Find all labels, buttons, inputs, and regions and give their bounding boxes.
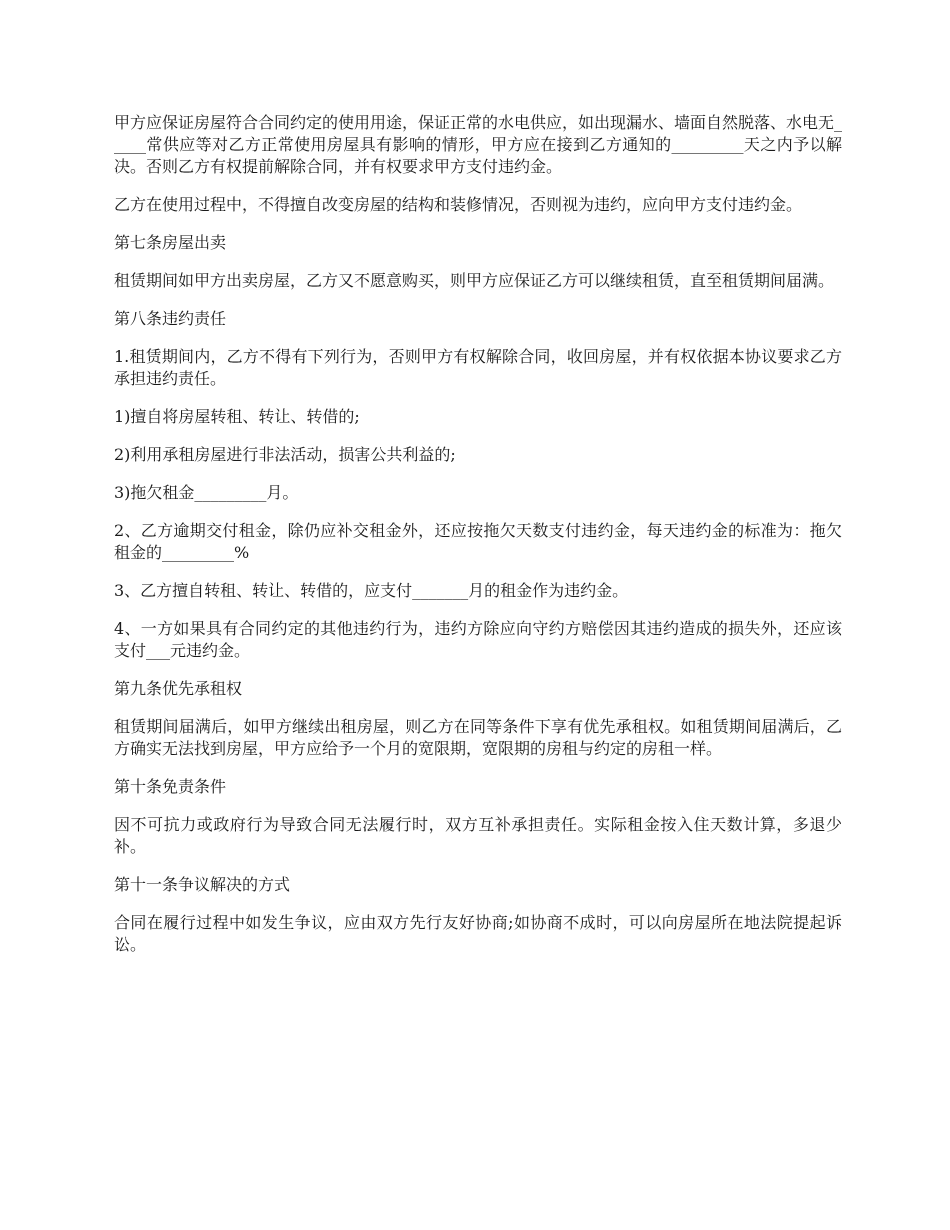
paragraph-sale-during-lease: 租赁期间如甲方出卖房屋，乙方又不愿意购买，则甲方应保证乙方可以继续租赁，直至租赁期间届满。 <box>114 271 835 290</box>
heading-article-10: 第十条免责条件 <box>114 777 227 796</box>
heading-article-11: 第十一条争议解决的方式 <box>114 875 291 894</box>
heading-article-8: 第八条违约责任 <box>114 309 227 328</box>
heading-article-9: 第九条优先承租权 <box>114 679 243 698</box>
paragraph-priority-lease: 租赁期间届满后，如甲方继续出租房屋，则乙方在同等条件下享有优先承租权。如租赁期间届满后，乙方确实无法找到房屋，甲方应给予一个月的宽限期，宽限期的房租与约定的房租一样。 <box>114 717 842 758</box>
paragraph-other-breach: 4、一方如果具有合同约定的其他违约行为，违约方除应向守约方赔偿因其违约造成的损失外，还应该支付___元违约金。 <box>114 619 842 660</box>
paragraph-water-electricity: 甲方应保证房屋符合合同约定的使用用途，保证正常的水电供应，如出现漏水、墙面自然脱落、水电无_____常供应等对乙方正常使用房屋具有影响的情形，甲方应在接到乙方通知的_________天之内予以解决。否则乙方有权提前解除合同，并有权要求甲方支付违约金。 <box>114 113 843 176</box>
heading-article-7: 第七条房屋出卖 <box>114 233 227 252</box>
list-item-rent-arrears: 3)拖欠租金_________月。 <box>114 483 299 502</box>
paragraph-sublet-penalty: 3、乙方擅自转租、转让、转借的，应支付_______月的租金作为违约金。 <box>114 581 629 600</box>
paragraph-prohibited-acts: 1.租赁期间内，乙方不得有下列行为，否则甲方有权解除合同，收回房屋，并有权依据本协议要求乙方承担违约责任。 <box>114 347 842 388</box>
list-item-sublet: 1)擅自将房屋转租、转让、转借的; <box>114 407 360 426</box>
list-item-illegal-activity: 2)利用承租房屋进行非法活动，损害公共利益的; <box>114 445 456 464</box>
paragraph-force-majeure: 因不可抗力或政府行为导致合同无法履行时，双方互补承担责任。实际租金按入住天数计算，多退少补。 <box>114 815 842 856</box>
paragraph-no-alteration: 乙方在使用过程中，不得擅自改变房屋的结构和装修情况，否则视为违约，应向甲方支付违约金。 <box>114 195 803 214</box>
document-body <box>114 112 842 972</box>
paragraph-dispute-resolution: 合同在履行过程中如发生争议，应由双方先行友好协商;如协商不成时，可以向房屋所在地法院提起诉讼。 <box>114 913 842 954</box>
paragraph-late-payment: 2、乙方逾期交付租金，除仍应补交租金外，还应按拖欠天数支付违约金，每天违约金的标准为：拖欠租金的_________% <box>114 521 842 562</box>
